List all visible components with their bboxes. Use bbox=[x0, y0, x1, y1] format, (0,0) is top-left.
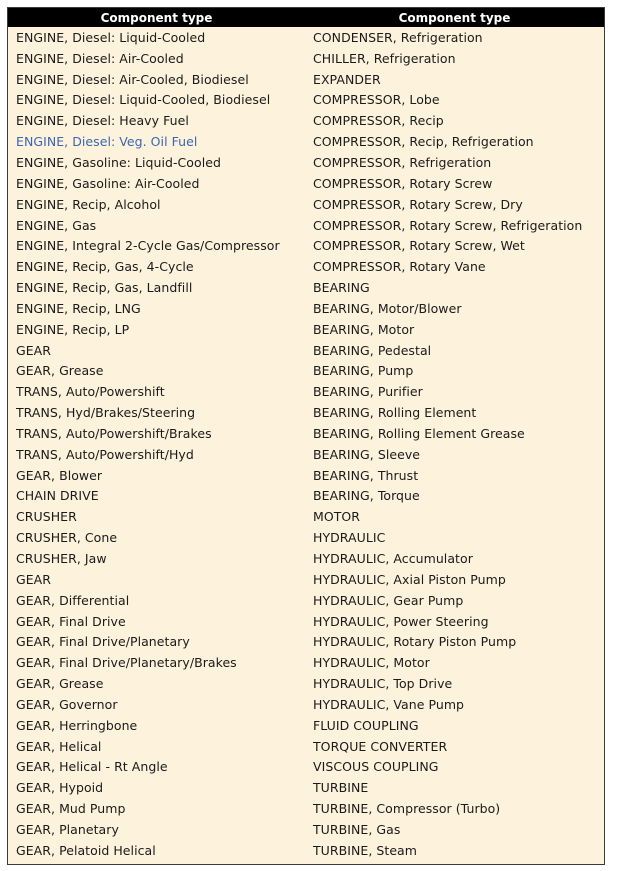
component-link-cell[interactable]: ENGINE, Diesel: Veg. Oil Fuel bbox=[16, 134, 198, 150]
component-cell-right: COMPRESSOR, Rotary Vane bbox=[313, 259, 486, 275]
table-row bbox=[8, 194, 604, 215]
table-row bbox=[8, 694, 604, 715]
component-cell-left: CRUSHER, Cone bbox=[16, 530, 118, 546]
component-cell-right: HYDRAULIC, Axial Piston Pump bbox=[313, 571, 506, 587]
component-cell-left: GEAR, Grease bbox=[16, 363, 104, 379]
table-row bbox=[8, 131, 604, 152]
component-cell-right: TURBINE, Gas bbox=[313, 821, 401, 837]
component-cell-right: BEARING, Pump bbox=[313, 363, 414, 379]
component-cell-right: MOTOR bbox=[313, 509, 361, 525]
table-row bbox=[8, 486, 604, 507]
component-cell-right: BEARING, Sleeve bbox=[313, 446, 421, 462]
table-row bbox=[8, 277, 604, 298]
component-cell-left: ENGINE, Integral 2-Cycle Gas/Compressor bbox=[16, 238, 280, 254]
table-row bbox=[8, 652, 604, 673]
table-row bbox=[8, 840, 604, 864]
component-cell-right: COMPRESSOR, Rotary Screw bbox=[313, 175, 493, 191]
component-cell-right: TURBINE bbox=[313, 780, 369, 796]
table-row bbox=[8, 152, 604, 173]
component-cell-left: ENGINE, Diesel: Air-Cooled, Biodiesel bbox=[16, 71, 249, 87]
table-row bbox=[8, 673, 604, 694]
table-body bbox=[8, 27, 604, 864]
component-cell-left: GEAR, Mud Pump bbox=[16, 801, 126, 817]
table-row bbox=[8, 611, 604, 632]
table-row bbox=[8, 361, 604, 382]
table-row bbox=[8, 27, 604, 48]
table-row bbox=[8, 235, 604, 256]
table-row bbox=[8, 215, 604, 236]
table-row bbox=[8, 256, 604, 277]
component-cell-left: ENGINE, Recip, Gas, 4-Cycle bbox=[16, 259, 194, 275]
component-cell-left: ENGINE, Diesel: Air-Cooled bbox=[16, 50, 184, 66]
table-row bbox=[8, 757, 604, 778]
table-row bbox=[8, 527, 604, 548]
component-cell-left: ENGINE, Diesel: Liquid-Cooled, Biodiesel bbox=[16, 92, 271, 108]
component-cell-right: VISCOUS COUPLING bbox=[313, 759, 439, 775]
component-cell-right: COMPRESSOR, Recip, Refrigeration bbox=[313, 134, 534, 150]
component-cell-left: GEAR, Helical - Rt Angle bbox=[16, 759, 168, 775]
component-cell-left: TRANS, Auto/Powershift bbox=[16, 384, 165, 400]
table-row bbox=[8, 465, 604, 486]
component-cell-left: GEAR, Final Drive/Planetary/Brakes bbox=[16, 655, 237, 671]
column-header-right: Component type bbox=[305, 8, 604, 27]
component-cell-right: COMPRESSOR, Lobe bbox=[313, 92, 440, 108]
component-cell-right: COMPRESSOR, Rotary Screw, Wet bbox=[313, 238, 525, 254]
table-row bbox=[8, 444, 604, 465]
table-row bbox=[8, 298, 604, 319]
component-type-table bbox=[8, 8, 604, 864]
component-cell-left: ENGINE, Recip, Gas, Landfill bbox=[16, 280, 193, 296]
component-cell-left: GEAR, Grease bbox=[16, 676, 104, 692]
table-row bbox=[8, 173, 604, 194]
component-cell-right: HYDRAULIC, Motor bbox=[313, 655, 430, 671]
table-row bbox=[8, 798, 604, 819]
table-row bbox=[8, 90, 604, 111]
component-cell-left: GEAR, Blower bbox=[16, 467, 103, 483]
component-cell-right: HYDRAULIC, Vane Pump bbox=[313, 696, 465, 712]
component-cell-left: GEAR, Differential bbox=[16, 592, 130, 608]
component-cell-right: BEARING, Rolling Element Grease bbox=[313, 425, 525, 441]
table-row bbox=[8, 715, 604, 736]
table-row bbox=[8, 69, 604, 90]
component-cell-left: GEAR bbox=[16, 342, 52, 358]
component-cell-left: TRANS, Hyd/Brakes/Steering bbox=[16, 405, 196, 421]
component-cell-left: ENGINE, Recip, Alcohol bbox=[16, 196, 161, 212]
component-cell-left: CRUSHER, Jaw bbox=[16, 551, 107, 567]
component-cell-right: HYDRAULIC, Power Steering bbox=[313, 613, 489, 629]
component-cell-right: HYDRAULIC bbox=[313, 530, 386, 546]
component-cell-right: HYDRAULIC, Gear Pump bbox=[313, 592, 464, 608]
table-row bbox=[8, 319, 604, 340]
component-cell-left: GEAR, Planetary bbox=[16, 821, 119, 837]
component-cell-left: GEAR, Herringbone bbox=[16, 717, 138, 733]
table-row bbox=[8, 819, 604, 840]
component-cell-left: ENGINE, Gasoline: Air-Cooled bbox=[16, 175, 200, 191]
component-cell-left: ENGINE, Recip, LP bbox=[16, 321, 130, 337]
component-cell-left: GEAR bbox=[16, 571, 52, 587]
component-cell-left: GEAR, Helical bbox=[16, 738, 102, 754]
component-cell-left: TRANS, Auto/Powershift/Hyd bbox=[16, 446, 194, 462]
component-cell-left: CHAIN DRIVE bbox=[16, 488, 99, 504]
component-cell-right: TURBINE, Compressor (Turbo) bbox=[313, 801, 501, 817]
component-type-table-container bbox=[7, 7, 605, 865]
table-row bbox=[8, 48, 604, 69]
component-cell-right: BEARING, Motor bbox=[313, 321, 415, 337]
component-cell-left: GEAR, Final Drive/Planetary bbox=[16, 634, 190, 650]
component-cell-right: BEARING, Purifier bbox=[313, 384, 423, 400]
component-cell-right: HYDRAULIC, Top Drive bbox=[313, 676, 453, 692]
component-cell-right: BEARING, Motor/Blower bbox=[313, 300, 462, 316]
table-row bbox=[8, 777, 604, 798]
component-cell-right: BEARING, Torque bbox=[313, 488, 420, 504]
component-cell-left: ENGINE, Gas bbox=[16, 217, 97, 233]
component-cell-right: BEARING, Thrust bbox=[313, 467, 419, 483]
component-cell-left: ENGINE, Gasoline: Liquid-Cooled bbox=[16, 154, 221, 170]
component-cell-right: BEARING, Pedestal bbox=[313, 342, 432, 358]
table-row bbox=[8, 423, 604, 444]
component-cell-right: HYDRAULIC, Rotary Piston Pump bbox=[313, 634, 517, 650]
component-cell-right: BEARING bbox=[313, 280, 370, 296]
component-cell-right: COMPRESSOR, Recip bbox=[313, 113, 444, 129]
table-row bbox=[8, 590, 604, 611]
component-cell-left: GEAR, Hypoid bbox=[16, 780, 104, 796]
table-row bbox=[8, 402, 604, 423]
component-cell-right: CHILLER, Refrigeration bbox=[313, 50, 456, 66]
component-cell-right: CONDENSER, Refrigeration bbox=[313, 29, 483, 45]
component-cell-left: CRUSHER bbox=[16, 509, 77, 525]
table-row bbox=[8, 736, 604, 757]
table-row bbox=[8, 110, 604, 131]
table-row bbox=[8, 340, 604, 361]
component-cell-right: COMPRESSOR, Rotary Screw, Refrigeration bbox=[313, 217, 583, 233]
component-cell-left: GEAR, Pelatoid Helical bbox=[16, 842, 156, 858]
column-header-left: Component type bbox=[8, 8, 305, 27]
component-cell-left: ENGINE, Recip, LNG bbox=[16, 300, 141, 316]
table-header-row bbox=[8, 8, 604, 27]
component-cell-right: EXPANDER bbox=[313, 71, 381, 87]
component-cell-right: HYDRAULIC, Accumulator bbox=[313, 551, 473, 567]
table-row bbox=[8, 548, 604, 569]
component-cell-right: FLUID COUPLING bbox=[313, 717, 419, 733]
component-cell-left: GEAR, Governor bbox=[16, 696, 118, 712]
component-cell-right: BEARING, Rolling Element bbox=[313, 405, 477, 421]
table-row bbox=[8, 631, 604, 652]
table-row bbox=[8, 381, 604, 402]
component-cell-right: COMPRESSOR, Rotary Screw, Dry bbox=[313, 196, 523, 212]
component-cell-right: TORQUE CONVERTER bbox=[313, 738, 448, 754]
component-cell-left: GEAR, Final Drive bbox=[16, 613, 126, 629]
component-cell-left: TRANS, Auto/Powershift/Brakes bbox=[16, 425, 212, 441]
component-cell-left: ENGINE, Diesel: Heavy Fuel bbox=[16, 113, 189, 129]
table-row bbox=[8, 569, 604, 590]
component-cell-right: TURBINE, Steam bbox=[313, 842, 417, 858]
component-cell-left: ENGINE, Diesel: Liquid-Cooled bbox=[16, 29, 206, 45]
component-cell-right: COMPRESSOR, Refrigeration bbox=[313, 154, 492, 170]
table-row bbox=[8, 506, 604, 527]
